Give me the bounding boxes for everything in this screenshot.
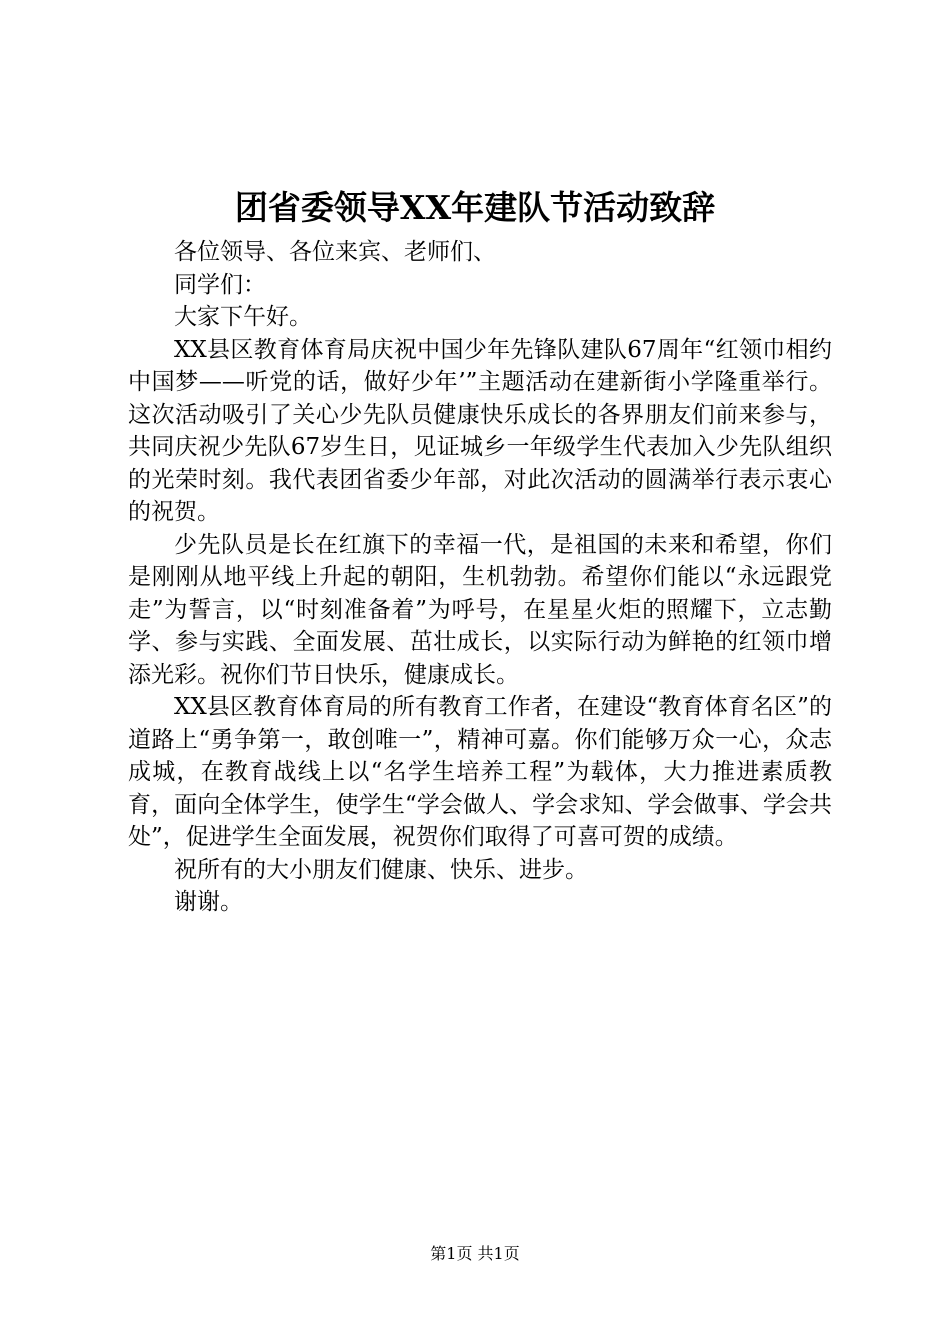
document-body xyxy=(128,236,832,919)
page-footer: 第1页 共1页 xyxy=(430,1244,520,1263)
document-title: 团省委领导XX年建队节活动致辞 xyxy=(234,188,716,227)
greeting-paragraph: 大家下午好。 xyxy=(174,304,312,330)
salutation-line-1: 各位领导、各位来宾、老师们、 xyxy=(174,239,496,265)
closing-thanks: 谢谢。 xyxy=(174,889,243,915)
body-paragraph-1: XX县区教育体育局庆祝中国少年先锋队建队67周年“红领巾相约中国梦——听党的话，做好少年’”主题活动在建新街小学隆重举行。这次活动吸引了关心少先队员健康快乐成长的各界朋友们前来参与，共同庆祝少先队67岁生日，见证城乡一年级学生代表加入少先队组织的光荣时刻。我代表团省委少年部，对此次活动的圆满举行表示衷心的祝贺。 xyxy=(128,336,832,525)
salutation-line-2: 同学们： xyxy=(174,271,266,298)
closing-wish: 祝所有的大小朋友们健康、快乐、进步。 xyxy=(174,856,588,883)
body-paragraph-2: 少先队员是长在红旗下的幸福一代，是祖国的未来和希望，你们是刚刚从地平线上升起的朝阳，生机勃勃。希望你们能以“永远跟党走”为誓言，以“时刻准备着”为呼号，在星星火炬的照耀下，立志勤学、参与实践、全面发展、茁壮成长，以实际行动为鲜艳的红领巾增添光彩。祝你们节日快乐，健康成长。 xyxy=(128,531,832,688)
body-paragraph-3: XX县区教育体育局的所有教育工作者，在建设“教育体育名区”的道路上“勇争第一，敢创唯一”，精神可嘉。你们能够万众一心，众志成城，在教育战线上以“名学生培养工程”为载体，大力推进素质教育，面向全体学生，使学生“学会做人、学会求知、学会做事、学会共处”，促进学生全面发展，祝贺你们取得了可喜可贺的成绩。 xyxy=(128,694,832,850)
